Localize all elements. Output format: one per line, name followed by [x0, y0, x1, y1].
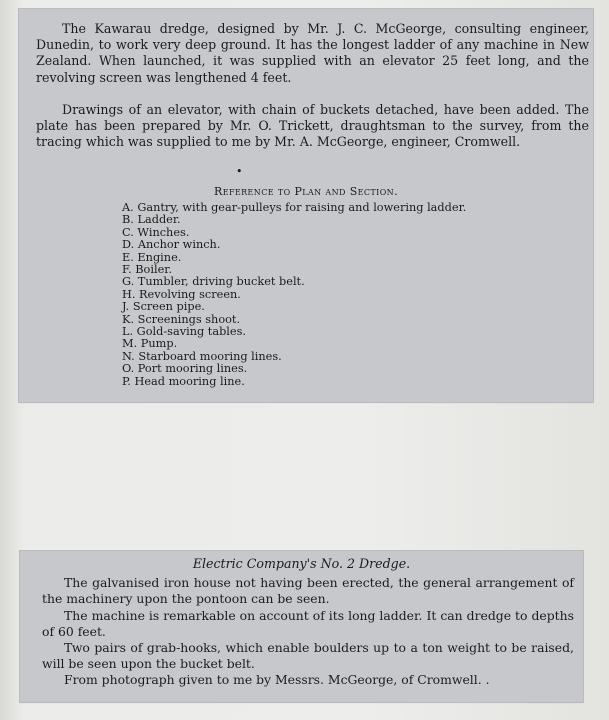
reference-item-p: P. Head mooring line. [122, 374, 245, 388]
reference-item-n: N. Starboard mooring lines. [122, 349, 282, 363]
reference-item-o: O. Port mooring lines. [122, 362, 248, 376]
iron-house-paragraph: The galvanised iron house not having been erected, the general arrangement of the machinery upon the pontoon can be seen. [42, 575, 574, 606]
bottom-clipping [20, 551, 583, 702]
reference-item-g: G. Tumbler, driving bucket belt. [122, 275, 305, 289]
reference-item-f: F. Boiler. [122, 263, 173, 277]
reference-list [122, 202, 466, 388]
reference-item-l: L. Gold-saving tables. [122, 325, 246, 339]
stray-mark: • [236, 165, 243, 178]
reference-item-a: A. Gantry, with gear-pulleys for raising and lowering ladder. [122, 201, 467, 214]
top-clipping [19, 9, 593, 402]
dredge-title: Electric Company's No. 2 Dredge. [192, 556, 411, 571]
kawarau-paragraph: The Kawarau dredge, designed by Mr. J. C. McGeorge, consulting engineer, Dunedin, to work very deep ground. It has the longest ladder of any machine in New Zealand. When launched, it was supplied with an elevator 25 feet long, and the revolving screen was lengthened 4 feet. [36, 21, 589, 85]
reference-item-c: C. Winches. [122, 225, 190, 239]
photograph-credit-paragraph: From photograph given to me by Messrs. McGeorge, of Cromwell. . [64, 672, 490, 687]
reference-item-k: K. Screenings shoot. [122, 312, 241, 326]
reference-item-h: H. Revolving screen. [122, 287, 241, 301]
reference-item-b: B. Ladder. [122, 213, 181, 227]
reference-item-e: E. Engine. [122, 250, 182, 264]
reference-item-m: M. Pump. [122, 337, 178, 351]
drawings-paragraph: Drawings of an elevator, with chain of buckets detached, have been added. The plate has been prepared by Mr. O. Trickett, draughtsman to the survey, from the tracing which was supplied to me by Mr. A. McGeorge, engineer, Cromwell. [36, 102, 589, 150]
reference-item-j: J. Screen pipe. [122, 300, 205, 314]
grab-hooks-paragraph: Two pairs of grab-hooks, which enable boulders up to a ton weight to be raised, will be seen upon the bucket belt. [42, 640, 574, 671]
reference-item-d: D. Anchor winch. [122, 238, 221, 252]
reference-heading: Reference to Plan and Section. [214, 185, 398, 198]
long-ladder-paragraph: The machine is remarkable on account of its long ladder. It can dredge to depths of 60 feet. [42, 608, 574, 639]
